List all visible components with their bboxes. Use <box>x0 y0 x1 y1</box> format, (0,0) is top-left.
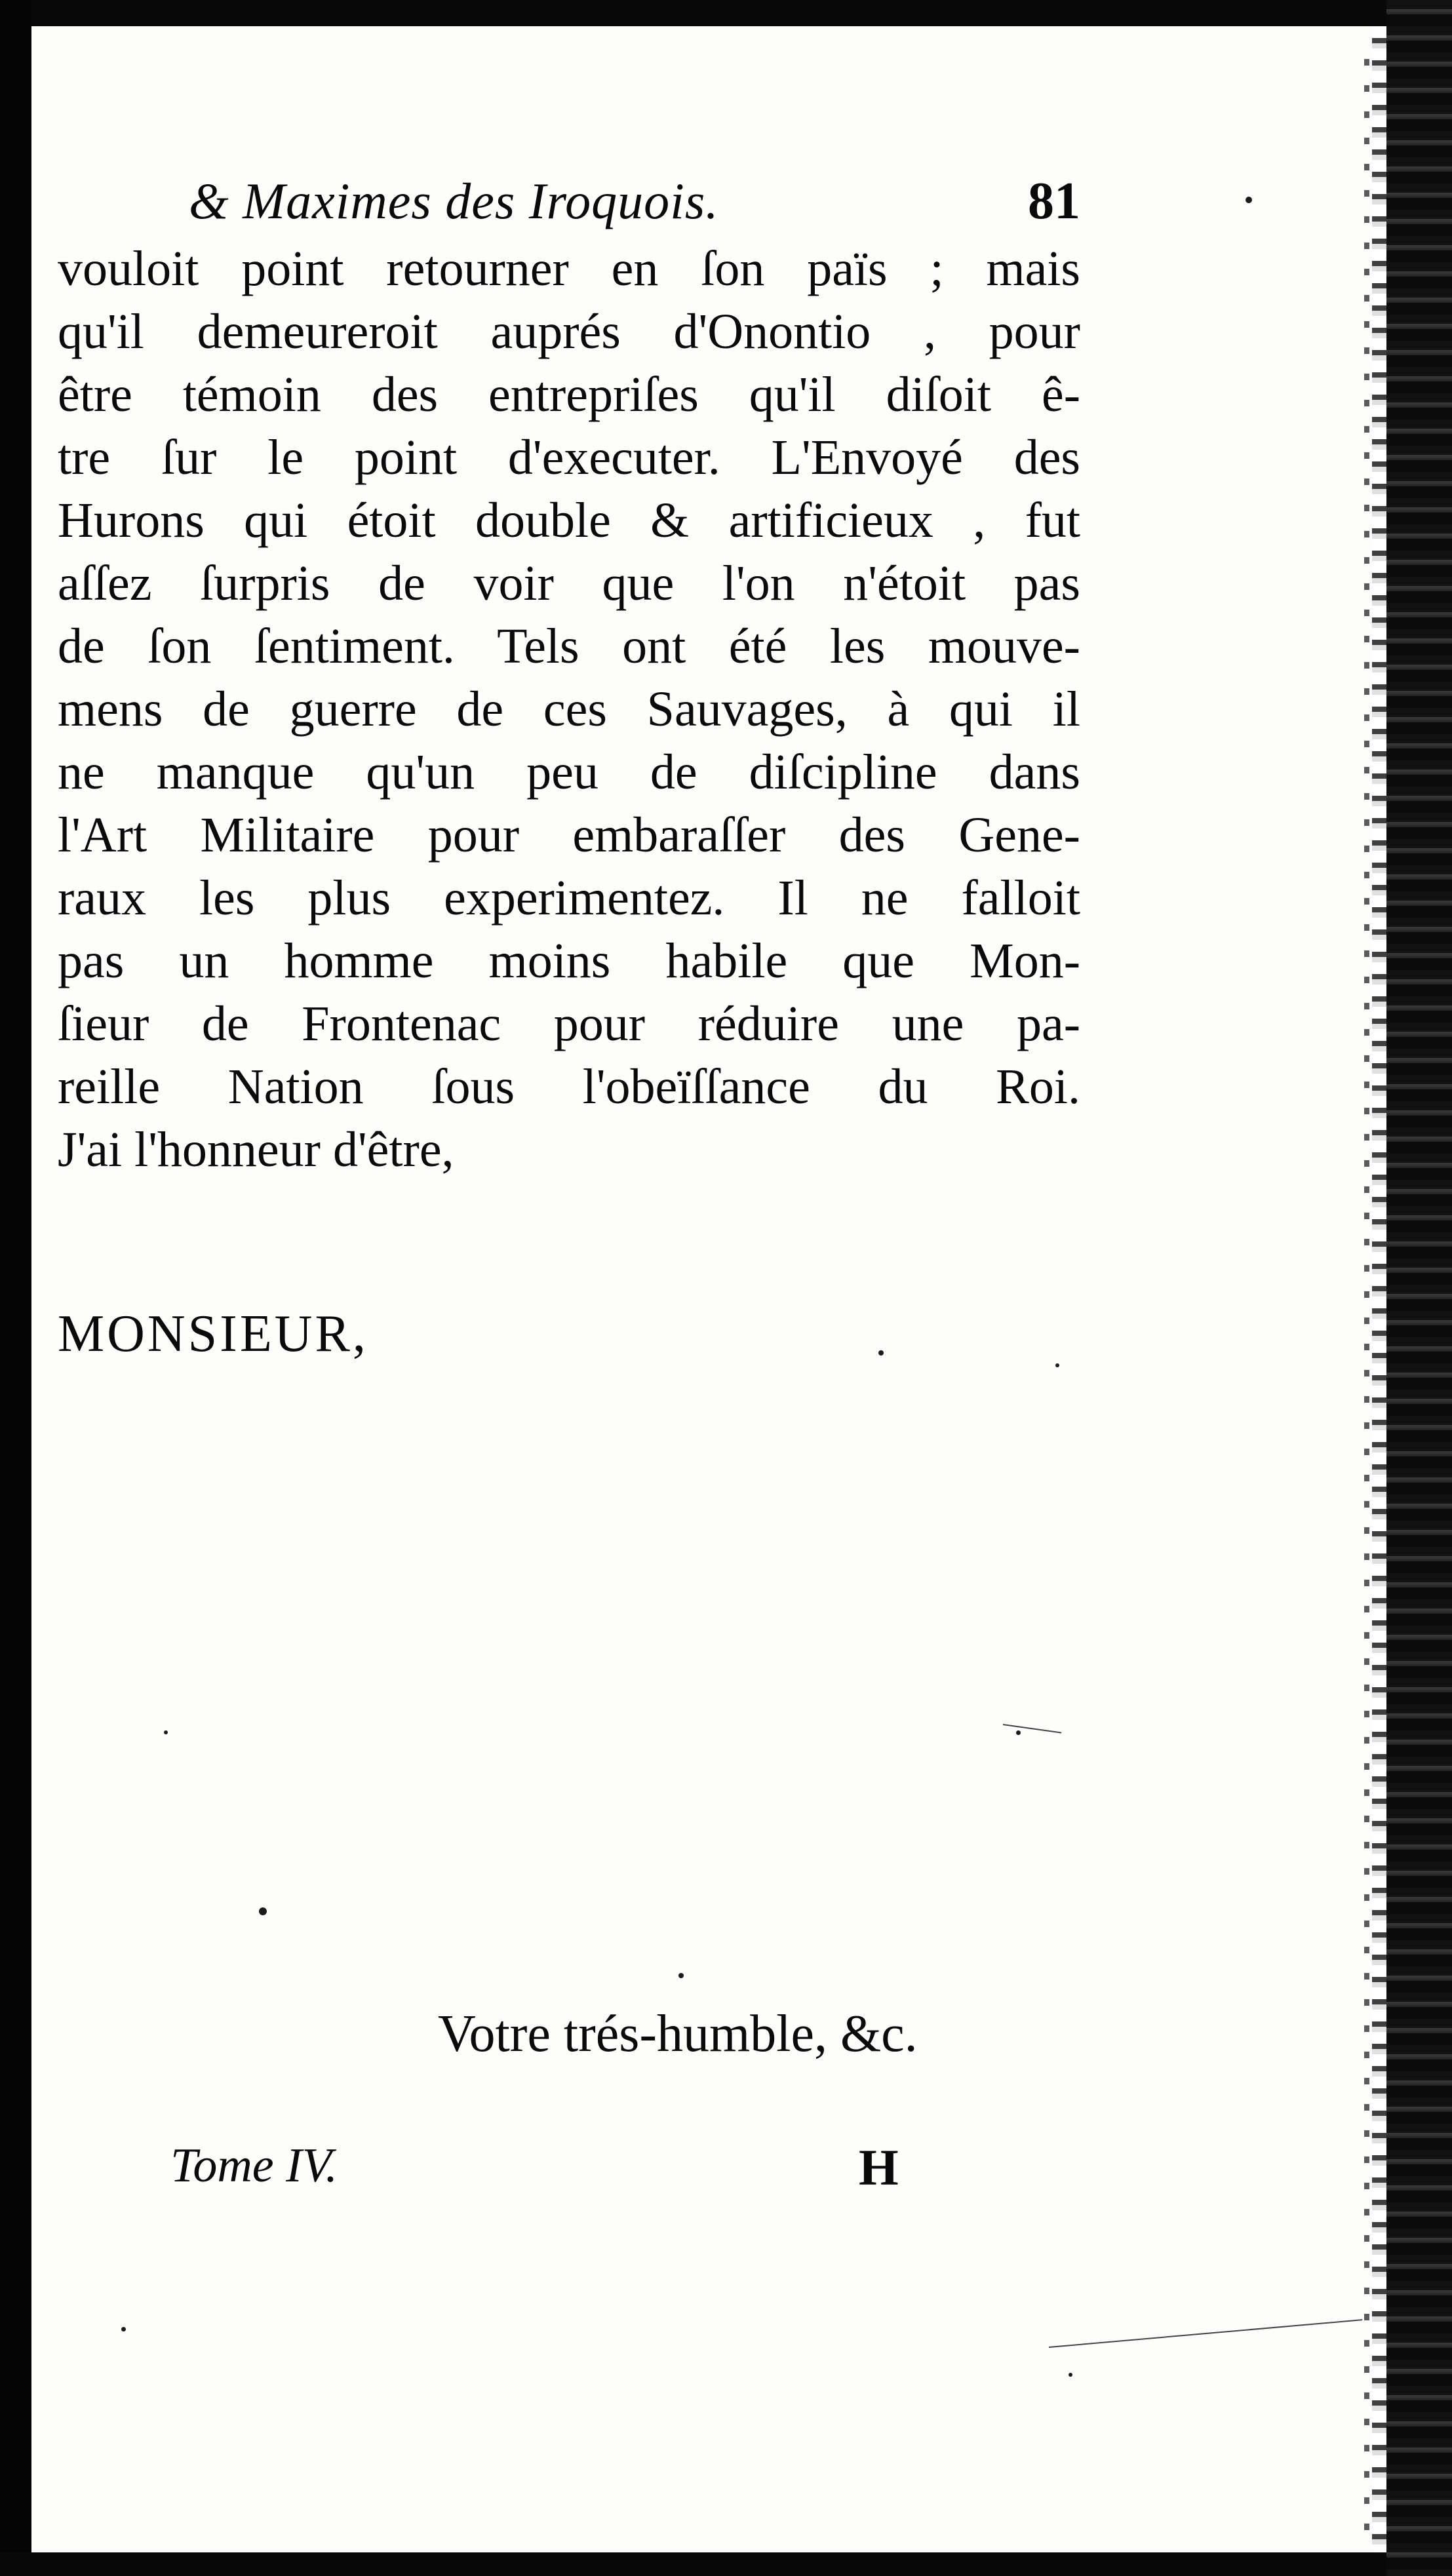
scan-hairline <box>1003 1724 1061 1734</box>
scan-speck <box>1055 1363 1059 1367</box>
scan-speck <box>259 1907 267 1915</box>
scan-speck <box>121 2327 126 2332</box>
text-line: ſieur de Frontenac pour réduire une pa- <box>58 996 1080 1051</box>
volume-mark: Tome IV. <box>170 2139 338 2193</box>
text-line: raux les plus experimentez. Il ne falloit <box>58 870 1080 926</box>
page-number: 81 <box>1028 172 1080 230</box>
text-line: mens de guerre de ces Sauvages, à qui il <box>58 682 1080 737</box>
page-top-edge <box>0 0 1452 26</box>
scan-speck <box>1016 1730 1021 1735</box>
binding-shadow-inner <box>1364 39 1369 2530</box>
text-line: qu'il demeureroit auprés d'Onontio , pour <box>58 304 1080 359</box>
scan-hairline <box>1049 2319 1362 2348</box>
text-line: Hurons qui étoit double & artificieux , fut <box>58 493 1080 548</box>
text-line: reille Nation ſous l'obeïſſance du Roi. <box>58 1059 1080 1114</box>
text-line: l'Art Militaire pour embaraſſer des Gene- <box>58 808 1080 863</box>
text-line: aſſez ſurpris de voir que l'on n'étoit pas <box>58 556 1080 611</box>
text-line: tre ſur le point d'executer. L'Envoyé des <box>58 430 1080 485</box>
page-header <box>58 172 1080 231</box>
scan-speck <box>164 1730 168 1734</box>
running-head: & Maximes des Iroquois. <box>189 172 719 229</box>
scan-speck <box>1069 2373 1072 2377</box>
binding-shadow <box>1372 26 1386 2550</box>
text-line: être témoin des entrepriſes qu'il diſoit ê- <box>58 367 1080 422</box>
page-bottom-edge <box>0 2552 1452 2576</box>
scan-speck <box>678 1973 684 1978</box>
page-left-edge <box>0 0 31 2576</box>
body-text <box>58 237 1080 1181</box>
text-line: ne manque qu'un peu de diſcipline dans <box>58 745 1080 800</box>
salutation: MONSIEUR, <box>58 1305 368 1363</box>
signature-mark: H <box>859 2139 899 2196</box>
text-line: pas un homme moins habile que Mon- <box>58 933 1080 988</box>
text-line: vouloit point retourner en ſon païs ; mais <box>58 241 1080 296</box>
book-binding-edge <box>1386 0 1452 2576</box>
text-line: J'ai l'honneur d'être, <box>58 1122 454 1177</box>
scan-speck <box>878 1350 884 1356</box>
scan-speck <box>1246 197 1252 203</box>
text-line: de ſon ſentiment. Tels ont été les mouve- <box>58 619 1080 674</box>
closing-formula: Votre trés-humble, &c. <box>438 2005 918 2063</box>
